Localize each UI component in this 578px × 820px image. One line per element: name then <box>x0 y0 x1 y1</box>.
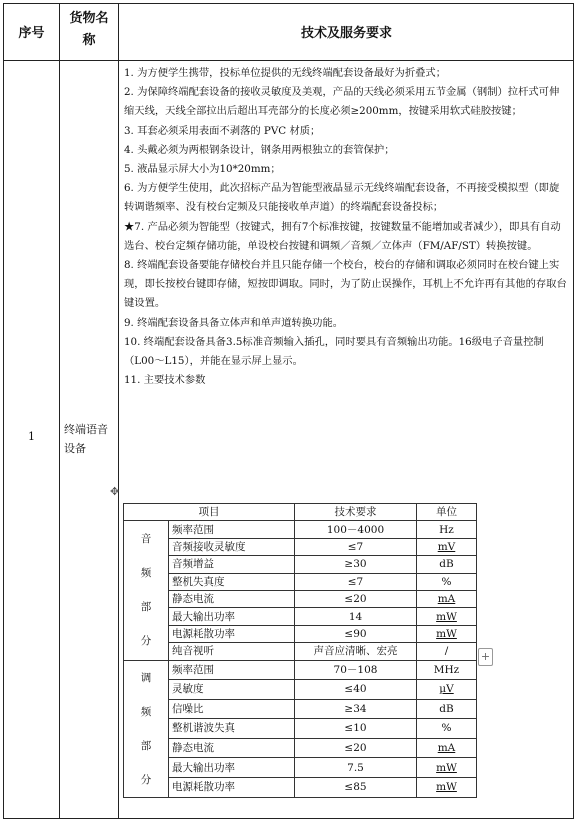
requirement-item: 10. 终端配套设备具备3.5标准音频输入插孔，同时要具有音频输出功能。16级电子音量控制（L00～L15），并能在显示屏上显示。 <box>124 335 544 368</box>
param-unit: / <box>417 643 477 660</box>
group-label-fm: 调 频 部 分 <box>124 660 169 797</box>
param-value: ≤20 <box>295 590 417 607</box>
param-unit: dB <box>417 556 477 573</box>
param-unit: mW <box>417 777 477 797</box>
table-header-cell: 技术要求 <box>295 504 417 521</box>
requirement-item: 8. 终端配套设备要能存储校台并且只能存储一个校台，校台的存储和调取必须同时在校台键上实现，即长按校台键即存储，短按即调取。同时，为了防止误操作，耳机上不允许再有其他的存取台键设置。 <box>124 259 567 310</box>
col-divider-2 <box>118 3 119 819</box>
table-row <box>124 625 477 642</box>
param-name: 频率范围 <box>169 660 295 680</box>
header-number: 序号 <box>18 26 45 41</box>
requirement-item: 4. 头戴必须为两根钢条设计，钢条用两根独立的套管保护； <box>124 143 395 156</box>
param-value: 7.5 <box>295 758 417 778</box>
param-name: 纯音视听 <box>169 643 295 660</box>
move-handle-icon[interactable]: ✥ <box>110 485 120 498</box>
param-unit: % <box>417 573 477 590</box>
param-value: ≥30 <box>295 556 417 573</box>
table-row <box>124 777 477 797</box>
requirement-item: 1. 为方便学生携带，投标单位提供的无线终端配套设备最好为折叠式； <box>124 67 447 79</box>
table-row <box>124 643 477 660</box>
param-value: ≤20 <box>295 738 417 758</box>
table-row <box>124 521 477 538</box>
param-unit: Hz <box>417 521 477 538</box>
param-value: 100－4000 <box>295 521 417 538</box>
param-value: 声音应清晰、宏亮 <box>295 643 417 660</box>
header-divider <box>3 60 574 61</box>
requirement-item: 5. 液晶显示屏大小为10*20mm； <box>124 163 281 176</box>
table-header-row <box>124 504 477 521</box>
param-unit: mW <box>417 608 477 625</box>
param-value: ≤40 <box>295 680 417 700</box>
requirement-item: 6. 为方便学生使用，此次招标产品为智能型液晶显示无线终端配套设备，不再接受模拟型（即旋转调谐频率、没有校台定频及只能接收单声道）的终端配套设备投标； <box>124 182 560 214</box>
requirement-item: ★7. 产品必须为智能型（按键式，拥有7个标准按键，按键数量不能增加或者减少），即具有自动选台、校台定频存储功能，单设校台按键和调频／音频／立体声（FM/AF/ST）转换按键。 <box>124 220 561 252</box>
parameters-table <box>123 503 477 798</box>
param-unit: mW <box>417 625 477 642</box>
table-row <box>124 680 477 700</box>
param-unit: μV <box>417 680 477 700</box>
table-row <box>124 660 477 680</box>
param-value: ≤85 <box>295 777 417 797</box>
param-name: 静态电流 <box>169 590 295 607</box>
param-unit: mA <box>417 738 477 758</box>
requirements-text <box>124 64 568 390</box>
table-header-cell: 项目 <box>124 504 295 521</box>
table-row <box>124 590 477 607</box>
table-row <box>124 738 477 758</box>
param-value: 14 <box>295 608 417 625</box>
param-unit: dB <box>417 699 477 719</box>
table-row <box>124 758 477 778</box>
param-name: 最大输出功率 <box>169 758 295 778</box>
param-unit: mV <box>417 538 477 555</box>
param-unit: mA <box>417 590 477 607</box>
row-goods-name: 终端语音设备 <box>64 423 108 455</box>
param-unit: mW <box>417 758 477 778</box>
param-name: 整机谐波失真 <box>169 719 295 739</box>
param-value: 70－108 <box>295 660 417 680</box>
param-name: 整机失真度 <box>169 573 295 590</box>
param-name: 音频接收灵敏度 <box>169 538 295 555</box>
row-number: 1 <box>28 430 35 443</box>
param-value: ≤10 <box>295 719 417 739</box>
table-row <box>124 538 477 555</box>
param-name: 电源耗散功率 <box>169 625 295 642</box>
plus-icon[interactable]: + <box>478 648 493 666</box>
table-row <box>124 573 477 590</box>
requirement-item: 3. 耳套必须采用表面不剥落的 PVC 材质； <box>124 124 321 137</box>
param-name: 静态电流 <box>169 738 295 758</box>
group-label-audio: 音 频 部 分 <box>124 521 169 660</box>
requirement-item: 9. 终端配套设备具备立体声和单声道转换功能。 <box>124 316 344 329</box>
param-name: 频率范围 <box>169 521 295 538</box>
header-goods-name: 货物名称 <box>69 11 109 48</box>
requirement-item: 2. 为保障终端配套设备的接收灵敏度及美观，产品的天线必须采用五节金属（钢制）拉杆式可伸缩天线，天线全部拉出后超出耳壳部分的长度必须≥200mm，按键采用软式硅胶按键； <box>124 86 560 118</box>
param-unit: % <box>417 719 477 739</box>
table-row <box>124 556 477 573</box>
param-unit: MHz <box>417 660 477 680</box>
param-name: 电源耗散功率 <box>169 777 295 797</box>
param-name: 音频增益 <box>169 556 295 573</box>
param-value: ≤7 <box>295 573 417 590</box>
param-name: 最大输出功率 <box>169 608 295 625</box>
col-divider-1 <box>59 3 60 819</box>
param-name: 灵敏度 <box>169 680 295 700</box>
table-header-cell: 单位 <box>417 504 477 521</box>
header-requirements: 技术及服务要求 <box>300 26 392 41</box>
table-row <box>124 608 477 625</box>
param-name: 信噪比 <box>169 699 295 719</box>
requirement-item: 11. 主要技术参数 <box>124 374 206 387</box>
table-row <box>124 699 477 719</box>
param-value: ≤90 <box>295 625 417 642</box>
param-value: ≥34 <box>295 699 417 719</box>
param-value: ≤7 <box>295 538 417 555</box>
table-row <box>124 719 477 739</box>
